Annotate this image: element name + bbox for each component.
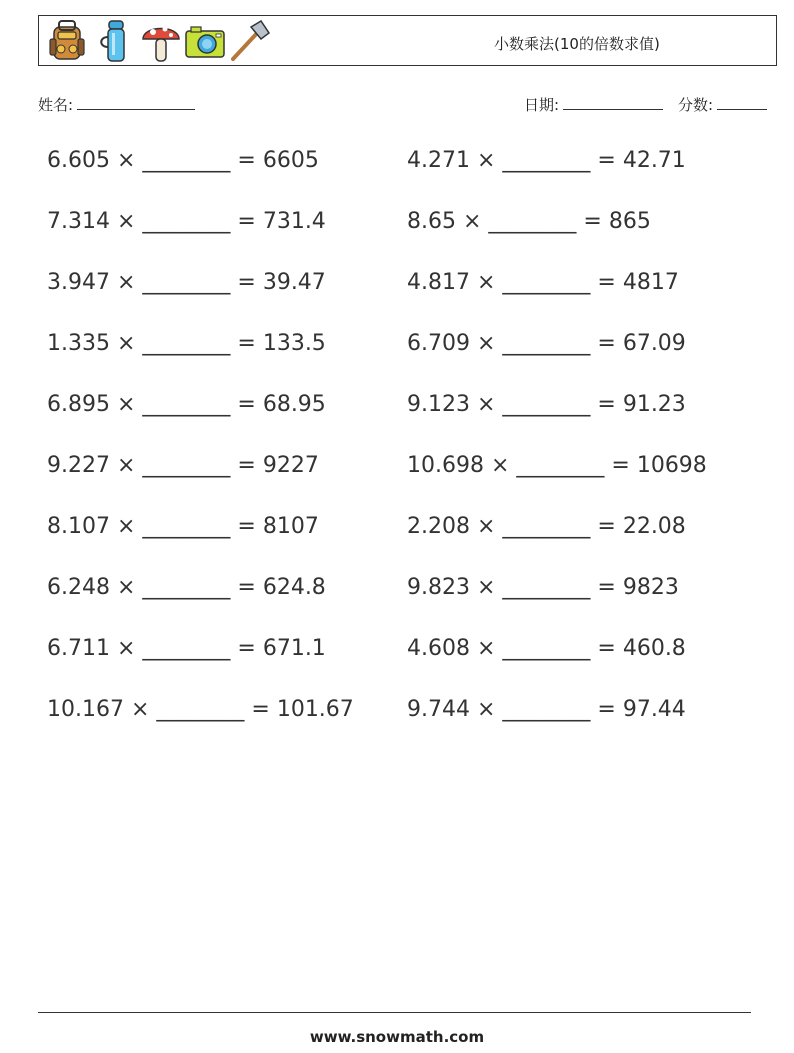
footer-divider bbox=[38, 1012, 751, 1013]
problem-item: 6.605 × ________ = 6605 bbox=[47, 148, 319, 173]
name-label: 姓名: bbox=[38, 96, 74, 114]
score-field[interactable] bbox=[678, 93, 767, 115]
name-field[interactable] bbox=[38, 93, 195, 115]
problem-item: 4.271 × ________ = 42.71 bbox=[407, 148, 686, 173]
problem-item: 4.608 × ________ = 460.8 bbox=[407, 636, 686, 661]
backpack-icon bbox=[45, 19, 89, 63]
problem-item: 8.107 × ________ = 8107 bbox=[47, 514, 319, 539]
score-label: 分数: bbox=[678, 96, 714, 114]
problem-item: 10.698 × ________ = 10698 bbox=[407, 453, 707, 478]
problem-item: 6.711 × ________ = 671.1 bbox=[47, 636, 326, 661]
problem-item: 6.709 × ________ = 67.09 bbox=[407, 331, 686, 356]
date-blank[interactable] bbox=[563, 93, 663, 110]
problem-item: 10.167 × ________ = 101.67 bbox=[47, 697, 354, 722]
thermos-icon bbox=[93, 19, 137, 63]
score-blank[interactable] bbox=[717, 93, 767, 110]
problem-item: 6.895 × ________ = 68.95 bbox=[47, 392, 326, 417]
name-blank[interactable] bbox=[77, 93, 195, 110]
footer-site-link[interactable]: www.snowmath.com bbox=[309, 1028, 485, 1046]
problem-item: 7.314 × ________ = 731.4 bbox=[47, 209, 326, 234]
problem-item: 9.744 × ________ = 97.44 bbox=[407, 697, 686, 722]
problem-item: 3.947 × ________ = 39.47 bbox=[47, 270, 326, 295]
problem-item: 9.227 × ________ = 9227 bbox=[47, 453, 319, 478]
problem-item: 2.208 × ________ = 22.08 bbox=[407, 514, 686, 539]
date-label: 日期: bbox=[524, 96, 560, 114]
date-field[interactable] bbox=[524, 93, 663, 115]
worksheet-title: 小数乘法(10的倍数求值) bbox=[494, 35, 660, 53]
problem-item: 8.65 × ________ = 865 bbox=[407, 209, 651, 234]
problem-item: 1.335 × ________ = 133.5 bbox=[47, 331, 326, 356]
worksheet-header bbox=[38, 15, 777, 66]
problem-item: 9.123 × ________ = 91.23 bbox=[407, 392, 686, 417]
mushroom-icon bbox=[139, 19, 183, 63]
axe-icon bbox=[227, 19, 271, 63]
camera-icon bbox=[183, 19, 227, 63]
problem-item: 9.823 × ________ = 9823 bbox=[407, 575, 679, 600]
problem-item: 4.817 × ________ = 4817 bbox=[407, 270, 679, 295]
problem-item: 6.248 × ________ = 624.8 bbox=[47, 575, 326, 600]
